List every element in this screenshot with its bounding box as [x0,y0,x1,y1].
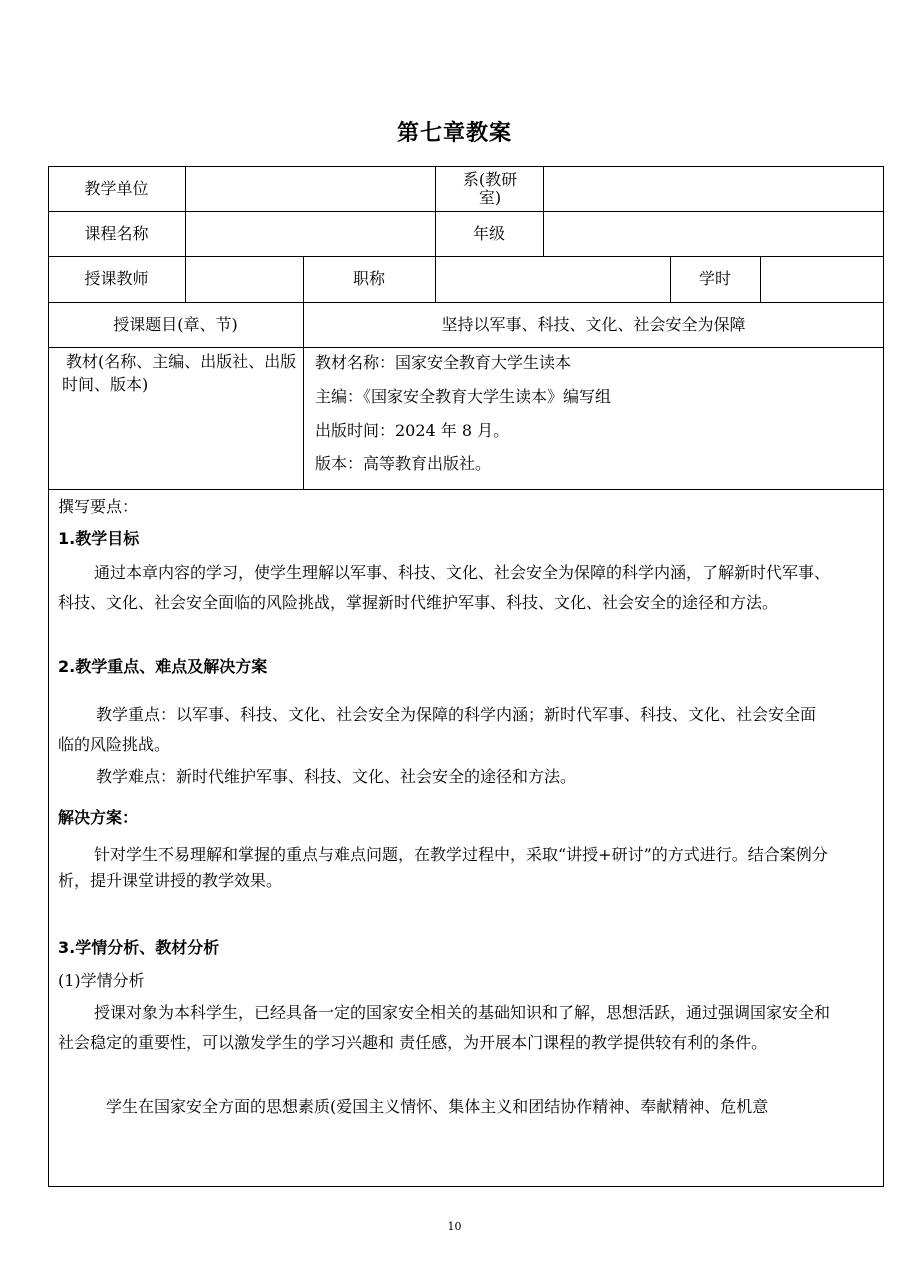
rank-label: 职称 [352,269,385,288]
page-number: 10 [447,1220,462,1233]
teacher-value [185,256,303,302]
textbook-label: 教材(名称、主编、出版社、出版时间、版本) [62,352,297,394]
section-heading: 3.学情分析、教材分析 [58,938,220,957]
difficulty-paragraph: 教学难点：新时代维护军事、科技、文化、社会安全的途径和方法。 [96,767,577,786]
section-heading: 2.教学重点、难点及解决方案 [58,657,268,676]
course-value [185,211,435,256]
teacher-label: 授课教师 [84,269,149,288]
textbook-editor: 主编：《国家安全教育大学生读本》编写组 [315,387,612,406]
objective-paragraph: 通过本章内容的学习，使学生理解以军事、科技、文化、社会安全为保障的科学内涵，了解新时代军事、科技、文化、社会安全面临的风险挑战，掌握新时代维护军事、科技、文化、社会安全的途径和方法。 [58,563,831,612]
textbook-publisher: 版本：高等教育出版社。 [315,454,492,473]
solution-paragraph: 针对学生不易理解和掌握的重点与难点问题，在教学过程中，采取“讲授+研讨”的方式进行。结合案例分析，提升课堂讲授的教学效果。 [58,845,828,890]
subsection-heading: (1)学情分析 [58,971,145,990]
textbook-date: 出版时间：2024 年 8 月。 [315,421,510,440]
hours-value [760,256,884,302]
page-title: 第七章教案 [396,121,512,146]
rank-value [435,256,670,302]
key-points-paragraph: 教学重点：以军事、科技、文化、社会安全为保障的科学内涵；新时代军事、科技、文化、社会安全面临的风险挑战。 [58,705,817,754]
unit-value [185,166,435,211]
row-divider [48,347,884,348]
dept-value [543,166,884,211]
hours-label: 学时 [698,269,731,288]
textbook-name: 教材名称：国家安全教育大学生读本 [315,353,572,372]
student-analysis-paragraph-2: 学生在国家安全方面的思想素质(爱国主义情怀、集体主义和团结协作精神、奉献精神、危机意 [106,1097,769,1116]
grade-label: 年级 [472,223,505,243]
grade-value [543,211,884,256]
section-heading: 1.教学目标 [58,529,140,548]
dept-label: 系(教研室) [462,169,518,207]
row-divider [48,489,884,490]
intro-text: 撰写要点： [58,497,139,516]
topic-label: 授课题目(章、节) [113,314,238,334]
unit-label: 教学单位 [84,178,149,198]
topic-value: 坚持以军事、科技、文化、社会安全为保障 [441,314,746,334]
solution-heading: 解决方案： [58,808,139,827]
student-analysis-paragraph: 授课对象为本科学生，已经具备一定的国家安全相关的基础知识和了解，思想活跃，通过强调国家安全和社会稳定的重要性，可以激发学生的学习兴趣和 责任感，为开展本门课程的教学提供较有利的条件。 [58,1003,831,1052]
course-label: 课程名称 [84,223,149,243]
